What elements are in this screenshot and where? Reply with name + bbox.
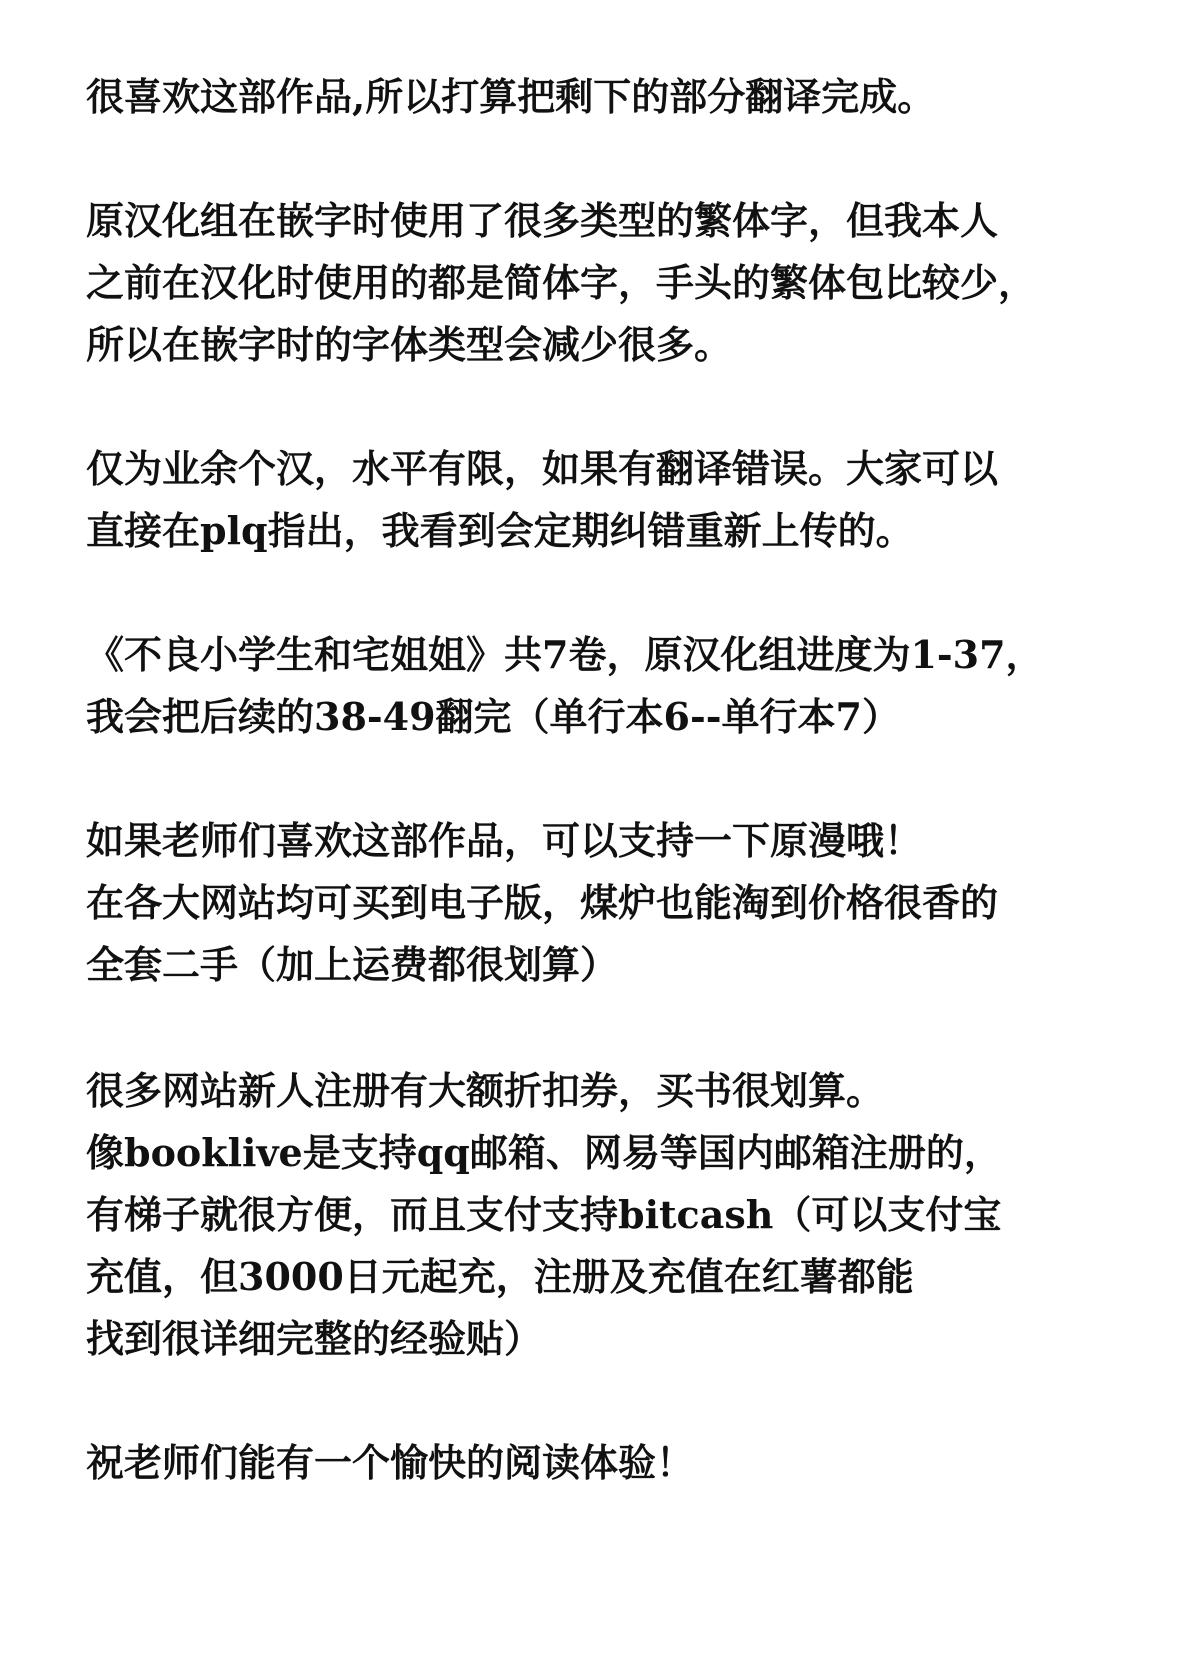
- text-line: 原汉化组在嵌字时使用了很多类型的繁体字，但我本人: [86, 198, 999, 243]
- text-line: 找到很详细完整的经验贴）: [86, 1316, 543, 1361]
- text-line: 仅为业余个汉，水平有限，如果有翻译错误。大家可以: [86, 446, 999, 491]
- text-line: 《不良小学生和宅姐姐》共7卷，原汉化组进度为1-37，: [86, 632, 1044, 677]
- text-line: 很多网站新人注册有大额折扣券，买书很划算。: [86, 1068, 885, 1113]
- text-line: 所以在嵌字时的字体类型会减少很多。: [86, 322, 733, 367]
- text-line: 祝老师们能有一个愉快的阅读体验！: [86, 1440, 695, 1485]
- text-line: 像booklive是支持qq邮箱、网易等国内邮箱注册的，: [86, 1130, 1002, 1175]
- text-line: 直接在plq指出，我看到会定期纠错重新上传的。: [86, 508, 914, 553]
- text-line: 很喜欢这部作品,所以打算把剩下的部分翻译完成。: [86, 74, 936, 119]
- paragraph-disclaimer: [86, 438, 998, 562]
- text-line: 有梯子就很方便，而且支付支持bitcash（可以支付宝: [86, 1192, 1002, 1237]
- paragraph-font-note: [86, 190, 1036, 376]
- paragraph-closing: [86, 1432, 694, 1494]
- paragraph-progress: [86, 624, 1044, 748]
- paragraph-support: [86, 810, 998, 996]
- paragraph-intro: [86, 66, 935, 128]
- text-line: 充值，但3000日元起充，注册及充值在红薯都能: [86, 1254, 914, 1299]
- paragraph-purchase-tips: [86, 1060, 1002, 1370]
- text-line: 之前在汉化时使用的都是简体字，手头的繁体包比较少，: [86, 260, 1037, 305]
- text-line: 如果老师们喜欢这部作品，可以支持一下原漫哦！: [86, 818, 923, 863]
- text-line: 在各大网站均可买到电子版，煤炉也能淘到价格很香的: [86, 880, 999, 925]
- text-line: 我会把后续的38-49翻完（单行本6--单行本7）: [86, 694, 900, 739]
- text-line: 全套二手（加上运费都很划算）: [86, 942, 619, 987]
